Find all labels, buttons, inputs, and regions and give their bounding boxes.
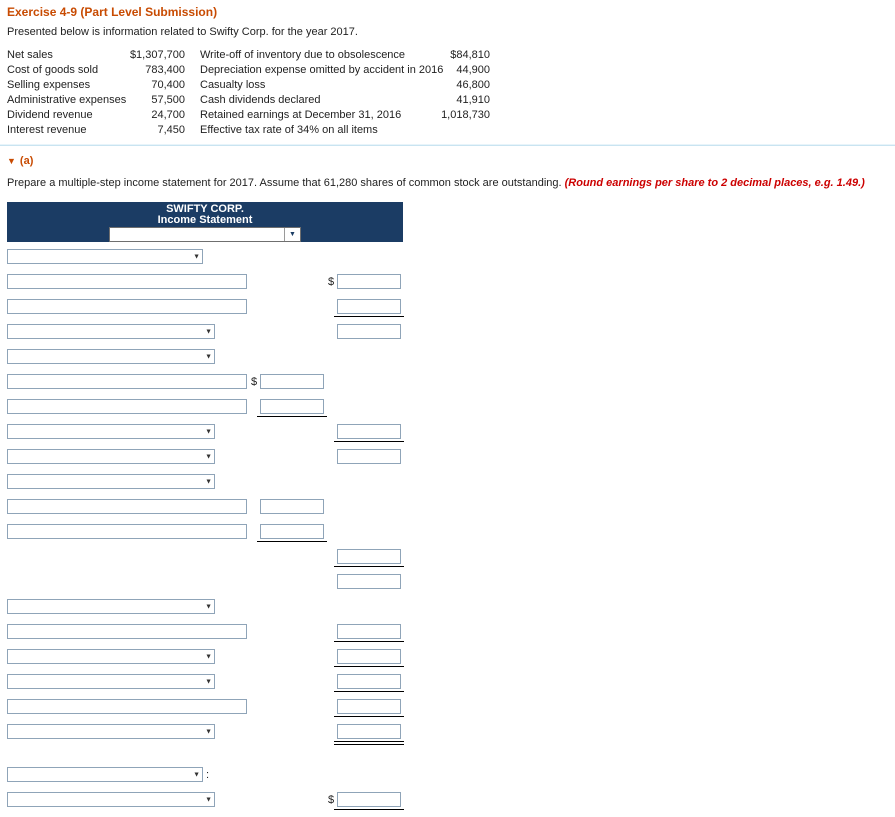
intro-text: Presented below is information related to Swifty Corp. for the year 2017.: [7, 26, 358, 38]
triangle-down-icon[interactable]: ▼: [7, 155, 16, 166]
given-data-row: [7, 47, 888, 62]
given-label: Cost of goods sold: [7, 63, 99, 76]
amount-input[interactable]: [260, 524, 324, 539]
statement-row: [7, 574, 403, 589]
given-value: 24,700: [151, 108, 185, 121]
given-label: Casualty loss: [200, 78, 266, 91]
amount-input[interactable]: [337, 792, 401, 807]
amount-input[interactable]: [260, 374, 324, 389]
statement-row: [7, 549, 403, 564]
given-value: 1,018,730: [441, 108, 490, 121]
given-value: 70,400: [151, 78, 185, 91]
chevron-down-icon: ▼: [205, 328, 212, 335]
given-value: $1,307,700: [129, 48, 185, 61]
statement-row: [7, 499, 403, 514]
section-a-header: [7, 155, 888, 167]
statement-row: [7, 349, 403, 364]
chevron-down-icon: ▼: [205, 453, 212, 460]
page-title: Exercise 4-9 (Part Level Submission): [7, 5, 218, 19]
given-label: Depreciation expense omitted by accident in 2016: [200, 63, 444, 76]
statement-row: [7, 474, 403, 489]
account-title-input[interactable]: [7, 624, 247, 639]
statement-row: [7, 399, 403, 414]
statement-row: [7, 724, 403, 739]
given-value: 44,900: [456, 63, 490, 76]
statement-row: [7, 524, 403, 539]
given-label: Interest revenue: [7, 123, 87, 136]
statement-row: [7, 424, 403, 439]
caption-select[interactable]: [7, 474, 215, 489]
amount-input[interactable]: [260, 499, 324, 514]
colon-text: :: [206, 768, 210, 781]
caption-select[interactable]: [7, 649, 215, 664]
statement-row: [7, 767, 403, 782]
given-data-table: [7, 47, 888, 137]
statement-company: SWIFTY CORP.: [166, 203, 244, 215]
caption-select[interactable]: [7, 792, 215, 807]
account-title-input[interactable]: [7, 699, 247, 714]
statement-rows: [7, 249, 403, 817]
instruction-emphasis: (Round earnings per share to 2 decimal places, e.g. 1.49.): [564, 177, 865, 189]
amount-input[interactable]: [337, 699, 401, 714]
given-value: 41,910: [456, 93, 490, 106]
single-total-rule: [334, 809, 404, 810]
given-value: 46,800: [456, 78, 490, 91]
caption-select[interactable]: [7, 599, 215, 614]
chevron-down-icon: ▼: [193, 771, 200, 778]
statement-title: Income Statement: [157, 214, 253, 226]
chevron-down-icon: ▼: [205, 653, 212, 660]
caption-select[interactable]: [7, 724, 215, 739]
amount-input[interactable]: [337, 424, 401, 439]
statement-row: [7, 299, 403, 314]
account-title-input[interactable]: [7, 399, 247, 414]
given-label: Effective tax rate of 34% on all items: [200, 123, 378, 136]
given-label: Dividend revenue: [7, 108, 93, 121]
statement-row: [7, 374, 403, 389]
chevron-down-icon: ▼: [205, 678, 212, 685]
given-data-row: [7, 62, 888, 77]
section-a-label: (a): [19, 155, 34, 167]
amount-input[interactable]: [337, 574, 401, 589]
given-value: 7,450: [157, 123, 185, 136]
instruction-text: [7, 177, 888, 189]
dollar-sign: $: [251, 376, 258, 388]
statement-row: [7, 324, 403, 339]
given-label: Selling expenses: [7, 78, 91, 91]
given-label: Cash dividends declared: [200, 93, 321, 106]
chevron-down-icon: ▼: [205, 478, 212, 485]
amount-input[interactable]: [337, 624, 401, 639]
statement-row: [7, 599, 403, 614]
given-value: $84,810: [450, 48, 490, 61]
given-data-row: [7, 122, 888, 137]
single-total-rule: [334, 691, 404, 692]
chevron-down-icon: ▼: [205, 728, 212, 735]
amount-input[interactable]: [337, 724, 401, 739]
account-title-input[interactable]: [7, 374, 247, 389]
instruction-normal: Prepare a multiple-step income statement for 2017. Assume that 61,280 shares of common stock are outstanding.: [7, 177, 565, 189]
period-select-value: [110, 228, 284, 241]
chevron-down-icon: ▼: [205, 428, 212, 435]
given-value: 783,400: [145, 63, 185, 76]
given-label: Administrative expenses: [7, 93, 127, 106]
statement-row: [7, 274, 403, 289]
single-total-rule: [334, 316, 404, 317]
statement-header: [7, 202, 403, 242]
amount-input[interactable]: [337, 274, 401, 289]
given-value: 57,500: [151, 93, 185, 106]
dollar-sign: $: [328, 794, 335, 806]
chevron-down-icon: ▼: [205, 796, 212, 803]
caption-select[interactable]: [7, 674, 215, 689]
given-label: Net sales: [7, 48, 53, 61]
statement-row: [7, 649, 403, 664]
amount-input[interactable]: [337, 299, 401, 314]
single-total-rule: [334, 566, 404, 567]
chevron-down-icon: ▼: [205, 603, 212, 610]
caption-select[interactable]: [7, 249, 203, 264]
statement-row: [7, 624, 403, 639]
section-divider: [0, 144, 895, 146]
single-total-rule: [257, 416, 327, 417]
period-select[interactable]: [109, 227, 301, 242]
given-data-row: [7, 77, 888, 92]
caption-select[interactable]: [7, 424, 215, 439]
account-title-input[interactable]: [7, 499, 247, 514]
given-label: Write-off of inventory due to obsolescence: [200, 48, 406, 61]
single-total-rule: [334, 441, 404, 442]
caption-select[interactable]: [7, 324, 215, 339]
single-total-rule: [257, 541, 327, 542]
chevron-down-icon: ▼: [193, 253, 200, 260]
statement-row: [7, 449, 403, 464]
account-title-input[interactable]: [7, 524, 247, 539]
given-data-row: [7, 107, 888, 122]
statement-row: [7, 249, 403, 264]
statement-row: [7, 792, 403, 807]
caption-select[interactable]: [7, 449, 215, 464]
chevron-down-icon[interactable]: ▼: [284, 228, 300, 241]
account-title-input[interactable]: [7, 299, 247, 314]
income-statement-form: [7, 202, 403, 817]
account-title-input[interactable]: [7, 274, 247, 289]
amount-input[interactable]: [337, 324, 401, 339]
amount-input[interactable]: [337, 449, 401, 464]
caption-select[interactable]: [7, 767, 203, 782]
statement-row: [7, 674, 403, 689]
single-total-rule: [334, 641, 404, 642]
chevron-down-icon: ▼: [205, 353, 212, 360]
single-total-rule: [334, 666, 404, 667]
single-total-rule: [334, 716, 404, 717]
caption-select[interactable]: [7, 349, 215, 364]
given-label: Retained earnings at December 31, 2016: [200, 108, 402, 121]
amount-input[interactable]: [337, 549, 401, 564]
double-total-rule: [334, 741, 404, 745]
amount-input[interactable]: [337, 674, 401, 689]
given-data-row: [7, 92, 888, 107]
amount-input[interactable]: [260, 399, 324, 414]
dollar-sign: $: [328, 276, 335, 288]
amount-input[interactable]: [337, 649, 401, 664]
statement-row: [7, 699, 403, 714]
